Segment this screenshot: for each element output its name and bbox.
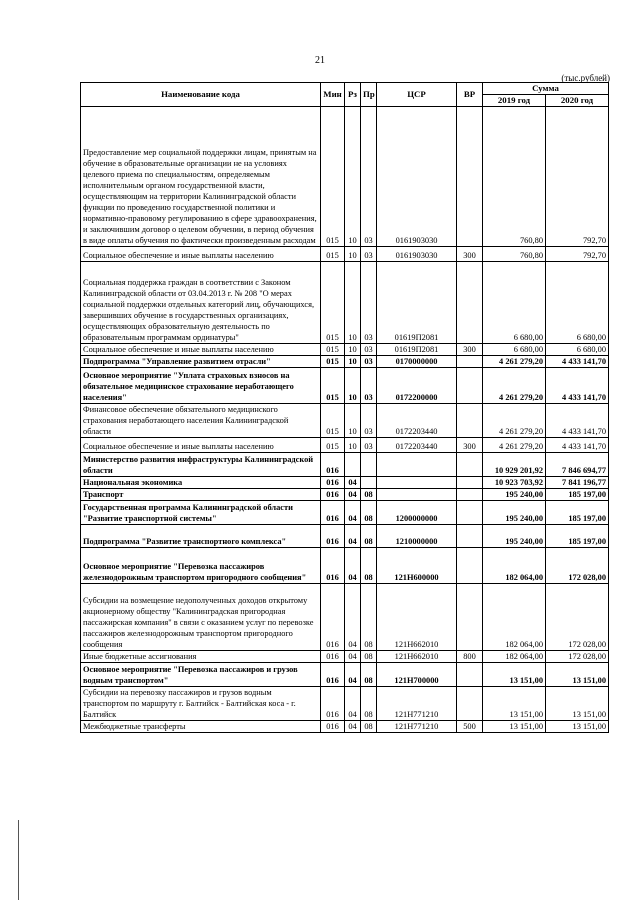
row-min: 015 (321, 404, 345, 438)
row-pr: 08 (361, 548, 377, 584)
row-rz: 04 (345, 525, 361, 548)
row-rz: 10 (345, 247, 361, 262)
row-rz: 04 (345, 687, 361, 721)
units-label: (тыс.рублей) (561, 73, 610, 83)
row-amount-2019: 13 151,00 (483, 663, 546, 687)
row-pr: 08 (361, 584, 377, 651)
table-row (81, 453, 609, 477)
header-pr: Пр (361, 83, 377, 107)
row-vr (457, 548, 483, 584)
row-amount-2020: 4 433 141,70 (546, 356, 609, 368)
table-row (81, 247, 609, 262)
table-row (81, 356, 609, 368)
row-min: 015 (321, 438, 345, 453)
row-pr: 08 (361, 501, 377, 525)
row-min: 015 (321, 262, 345, 344)
row-vr (457, 584, 483, 651)
row-amount-2019: 182 064,00 (483, 651, 546, 663)
row-amount-2020: 4 433 141,70 (546, 438, 609, 453)
row-csr: 1200000000 (377, 501, 457, 525)
row-name: Основное мероприятие "Уплата страховых взносов на обязательное медицинское страхование неработающего населения" (81, 368, 321, 404)
row-amount-2020: 172 028,00 (546, 584, 609, 651)
row-csr (377, 489, 457, 501)
row-amount-2019: 13 151,00 (483, 721, 546, 733)
row-pr: 03 (361, 344, 377, 356)
row-min: 016 (321, 721, 345, 733)
row-amount-2019: 182 064,00 (483, 548, 546, 584)
row-pr (361, 453, 377, 477)
row-rz: 10 (345, 344, 361, 356)
row-name: Социальное обеспечение и иные выплаты населению (81, 344, 321, 356)
row-name: Финансовое обеспечение обязательного медицинского страхования неработающего населения Калининградской области (81, 404, 321, 438)
row-rz: 10 (345, 404, 361, 438)
table-row (81, 489, 609, 501)
table-row (81, 721, 609, 733)
row-csr: 0172200000 (377, 368, 457, 404)
row-name: Министерство развития инфраструктуры Калининградской области (81, 453, 321, 477)
row-rz: 04 (345, 548, 361, 584)
row-amount-2020: 6 680,00 (546, 344, 609, 356)
row-pr: 03 (361, 262, 377, 344)
row-amount-2020: 185 197,00 (546, 525, 609, 548)
row-min: 015 (321, 344, 345, 356)
row-amount-2020: 7 846 694,77 (546, 453, 609, 477)
row-vr (457, 663, 483, 687)
row-csr: 0172203440 (377, 404, 457, 438)
margin-line (18, 820, 19, 900)
row-amount-2019: 195 240,00 (483, 525, 546, 548)
table-row (81, 687, 609, 721)
row-pr: 08 (361, 663, 377, 687)
row-name: Национальная экономика (81, 477, 321, 489)
row-vr: 500 (457, 721, 483, 733)
row-csr (377, 453, 457, 477)
row-csr: 121Н662010 (377, 584, 457, 651)
page-number: 21 (315, 55, 325, 66)
row-rz: 10 (345, 368, 361, 404)
row-rz: 04 (345, 651, 361, 663)
header-vr: ВР (457, 83, 483, 107)
row-amount-2020: 4 433 141,70 (546, 404, 609, 438)
row-rz: 04 (345, 489, 361, 501)
row-csr: 0170000000 (377, 356, 457, 368)
row-amount-2019: 182 064,00 (483, 584, 546, 651)
row-vr (457, 368, 483, 404)
row-csr (377, 477, 457, 489)
row-pr: 08 (361, 651, 377, 663)
row-amount-2020: 13 151,00 (546, 721, 609, 733)
header-name: Наименование кода (81, 83, 321, 107)
row-vr: 300 (457, 247, 483, 262)
table-row (81, 663, 609, 687)
row-csr: 0161903030 (377, 107, 457, 247)
row-amount-2020: 7 841 196,77 (546, 477, 609, 489)
row-name: Государственная программа Калининградской области "Развитие транспортной системы" (81, 501, 321, 525)
row-vr (457, 525, 483, 548)
table-body (81, 107, 609, 733)
row-vr (457, 687, 483, 721)
row-amount-2019: 10 923 703,92 (483, 477, 546, 489)
row-vr (457, 356, 483, 368)
table-row (81, 344, 609, 356)
row-amount-2020: 6 680,00 (546, 262, 609, 344)
row-name: Субсидии на возмещение недополученных доходов открытому акционерному обществу "Калининградская пригородная пассажирская компания" в связи с оказанием услуг по перевозке пассажиров железнодорожным транспортом пригородного сообщения (81, 584, 321, 651)
row-name: Подпрограмма "Управление развитием отрасли" (81, 356, 321, 368)
row-amount-2020: 172 028,00 (546, 548, 609, 584)
row-rz: 10 (345, 438, 361, 453)
header-2019: 2019 год (483, 95, 546, 107)
table-row (81, 477, 609, 489)
row-name: Социальное обеспечение и иные выплаты населению (81, 438, 321, 453)
row-rz: 04 (345, 663, 361, 687)
row-pr: 03 (361, 247, 377, 262)
row-min: 015 (321, 247, 345, 262)
row-min: 016 (321, 525, 345, 548)
row-min: 016 (321, 489, 345, 501)
row-min: 016 (321, 453, 345, 477)
row-vr (457, 477, 483, 489)
row-amount-2019: 4 261 279,20 (483, 356, 546, 368)
row-csr: 121Н771210 (377, 687, 457, 721)
table-row (81, 438, 609, 453)
row-amount-2019: 6 680,00 (483, 262, 546, 344)
row-csr: 01619П2081 (377, 344, 457, 356)
row-vr (457, 107, 483, 247)
row-csr: 121Н700000 (377, 663, 457, 687)
row-amount-2020: 13 151,00 (546, 663, 609, 687)
row-csr: 121Н600000 (377, 548, 457, 584)
table-row (81, 368, 609, 404)
row-amount-2020: 792,70 (546, 247, 609, 262)
row-rz: 10 (345, 262, 361, 344)
row-amount-2020: 13 151,00 (546, 687, 609, 721)
row-min: 015 (321, 368, 345, 404)
row-amount-2019: 10 929 201,92 (483, 453, 546, 477)
table-row (81, 548, 609, 584)
header-csr: ЦСР (377, 83, 457, 107)
row-vr: 800 (457, 651, 483, 663)
row-rz: 04 (345, 477, 361, 489)
table-row (81, 501, 609, 525)
row-vr (457, 262, 483, 344)
row-name: Транспорт (81, 489, 321, 501)
row-csr: 121Н662010 (377, 651, 457, 663)
row-min: 016 (321, 501, 345, 525)
row-csr: 0161903030 (377, 247, 457, 262)
row-amount-2020: 4 433 141,70 (546, 368, 609, 404)
row-amount-2020: 185 197,00 (546, 501, 609, 525)
budget-table (80, 82, 609, 733)
row-pr: 03 (361, 356, 377, 368)
row-min: 015 (321, 356, 345, 368)
row-pr: 03 (361, 107, 377, 247)
table-row (81, 262, 609, 344)
header-min: Мин (321, 83, 345, 107)
row-vr: 300 (457, 344, 483, 356)
row-amount-2019: 4 261 279,20 (483, 438, 546, 453)
row-pr: 08 (361, 525, 377, 548)
row-vr: 300 (457, 438, 483, 453)
row-name: Подпрограмма "Развитие транспортного комплекса" (81, 525, 321, 548)
table-row (81, 651, 609, 663)
row-pr: 08 (361, 489, 377, 501)
row-amount-2019: 195 240,00 (483, 489, 546, 501)
row-amount-2020: 792,70 (546, 107, 609, 247)
row-name: Субсидии на перевозку пассажиров и грузов водным транспортом по маршруту г. Балтийск - Балтийская коса - г. Балтийск (81, 687, 321, 721)
row-csr: 0172203440 (377, 438, 457, 453)
row-min: 016 (321, 548, 345, 584)
row-rz: 10 (345, 356, 361, 368)
row-min: 016 (321, 663, 345, 687)
row-name: Основное мероприятие "Перевозка пассажиров железнодорожным транспортом пригородного сообщения" (81, 548, 321, 584)
row-rz: 04 (345, 501, 361, 525)
row-pr: 03 (361, 404, 377, 438)
row-min: 016 (321, 687, 345, 721)
row-min: 016 (321, 477, 345, 489)
header-sum: Сумма (483, 83, 609, 95)
row-amount-2019: 6 680,00 (483, 344, 546, 356)
row-amount-2019: 760,80 (483, 247, 546, 262)
row-vr (457, 489, 483, 501)
row-amount-2020: 172 028,00 (546, 651, 609, 663)
row-vr (457, 404, 483, 438)
row-min: 016 (321, 651, 345, 663)
row-amount-2019: 4 261 279,20 (483, 368, 546, 404)
row-pr: 08 (361, 721, 377, 733)
row-rz: 04 (345, 721, 361, 733)
row-vr (457, 501, 483, 525)
row-amount-2019: 4 261 279,20 (483, 404, 546, 438)
row-amount-2020: 185 197,00 (546, 489, 609, 501)
row-csr: 1210000000 (377, 525, 457, 548)
row-pr: 03 (361, 368, 377, 404)
header-2020: 2020 год (546, 95, 609, 107)
row-rz (345, 453, 361, 477)
row-min: 015 (321, 107, 345, 247)
row-name: Межбюджетные трансферты (81, 721, 321, 733)
row-csr: 01619П2081 (377, 262, 457, 344)
row-vr (457, 453, 483, 477)
table-row (81, 107, 609, 247)
row-pr: 03 (361, 438, 377, 453)
table-row (81, 525, 609, 548)
row-name: Социальное обеспечение и иные выплаты населению (81, 247, 321, 262)
header-rz: Рз (345, 83, 361, 107)
row-pr (361, 477, 377, 489)
row-name: Основное мероприятие "Перевозка пассажиров и грузов водным транспортом" (81, 663, 321, 687)
row-pr: 08 (361, 687, 377, 721)
row-rz: 04 (345, 584, 361, 651)
row-csr: 121Н771210 (377, 721, 457, 733)
row-name: Социальная поддержка граждан в соответствии с Законом Калининградской области от 03.04.2013 г. № 208 "О мерах социальной поддержки отдельных категорий лиц, обучающихся, завершивших обучение в государственных организациях, осуществляющих образовательную деятельность по образовательным программам ординатуры" (81, 262, 321, 344)
row-min: 016 (321, 584, 345, 651)
row-name: Предоставление мер социальной поддержки лицам, принятым на обучение в образовательные организации не на условиях целевого приема по специальностям, определяемым исполнительным органом государственной власти, осуществляющим на территории Калининградской области функции по проведению государственной политики и нормативно-правовому регулированию в сфере здравоохранения, и заключившим договор о целевом обучении, в период обучения в виде оплаты обучения по фактически произведенным расходам (81, 107, 321, 247)
row-rz: 10 (345, 107, 361, 247)
table-row (81, 404, 609, 438)
row-amount-2019: 760,80 (483, 107, 546, 247)
table-row (81, 584, 609, 651)
row-amount-2019: 13 151,00 (483, 687, 546, 721)
row-amount-2019: 195 240,00 (483, 501, 546, 525)
row-name: Иные бюджетные ассигнования (81, 651, 321, 663)
